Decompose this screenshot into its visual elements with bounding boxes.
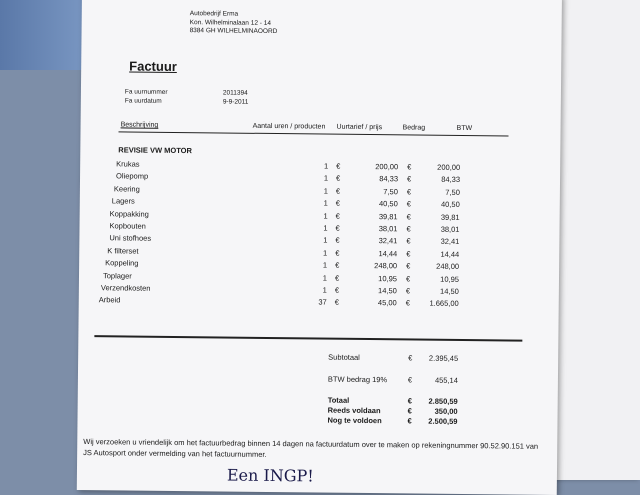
header-rule bbox=[119, 131, 509, 136]
due-label: Nog te voldoen bbox=[327, 415, 382, 426]
item-quantity: 1 bbox=[323, 161, 329, 171]
item-amount-currency: € bbox=[406, 174, 412, 184]
item-amount: 7,50 bbox=[445, 187, 460, 197]
item-amount-currency: € bbox=[405, 274, 411, 284]
subtotal-currency: € bbox=[408, 353, 413, 363]
total-value: 2.850,59 bbox=[428, 396, 458, 406]
item-description: Krukas bbox=[116, 159, 140, 169]
invoice-number: 2011394 bbox=[222, 89, 248, 97]
item-price-currency: € bbox=[334, 273, 340, 283]
column-description: Beschrijving bbox=[120, 121, 159, 129]
column-rate: Uurtarief / prijs bbox=[336, 123, 383, 132]
item-description: Kopbouten bbox=[109, 221, 146, 231]
item-amount: 84,33 bbox=[441, 175, 461, 185]
item-price: 39,81 bbox=[378, 211, 398, 221]
handwriting-bottom: Een INGP! bbox=[226, 465, 314, 486]
invoice-date-label: Fa uurdatum bbox=[124, 97, 162, 105]
payment-note-line1: Wij verzoeken u vriendelijk om het factuurbedrag binnen 14 dagen na factuurdatum over te maken op rekeningnummer 90.52.90.151 van bbox=[83, 437, 539, 451]
item-description: Koppeling bbox=[105, 258, 139, 268]
item-quantity: 1 bbox=[323, 173, 329, 183]
item-price: 40,50 bbox=[378, 199, 398, 209]
item-amount: 14,44 bbox=[440, 249, 460, 259]
invoice-number-label: Fa uurnummer bbox=[124, 88, 168, 96]
item-quantity: 1 bbox=[323, 235, 328, 245]
item-price: 84,33 bbox=[379, 174, 399, 184]
item-price: 14,50 bbox=[378, 286, 397, 296]
payment-note-line2: JS Autosport onder vermelding van het factuurnummer. bbox=[83, 448, 267, 459]
invoice-page bbox=[77, 0, 562, 495]
item-price-currency: € bbox=[336, 161, 341, 171]
item-price-currency: € bbox=[335, 186, 341, 196]
totals-rule bbox=[94, 335, 522, 341]
item-amount: 248,00 bbox=[436, 261, 460, 272]
item-quantity: 1 bbox=[323, 186, 328, 196]
item-price: 248,00 bbox=[374, 261, 398, 271]
paid-value: 350,00 bbox=[434, 406, 458, 416]
due-value: 2.500,59 bbox=[428, 416, 458, 426]
item-amount-currency: € bbox=[406, 187, 412, 197]
invoice-title: Factuur bbox=[129, 58, 177, 74]
column-vat: BTW bbox=[456, 124, 473, 133]
item-description: Verzendkosten bbox=[100, 283, 151, 293]
item-quantity: 1 bbox=[322, 273, 328, 283]
item-price: 38,01 bbox=[378, 224, 398, 234]
item-description: K filterset bbox=[107, 246, 139, 256]
item-description: Arbeid bbox=[98, 295, 121, 305]
item-quantity: 1 bbox=[322, 260, 328, 270]
item-quantity: 1 bbox=[323, 223, 328, 233]
item-price-currency: € bbox=[335, 248, 340, 258]
item-description: Uni stofhoes bbox=[109, 233, 152, 244]
total-label: Totaal bbox=[327, 395, 350, 405]
item-price-currency: € bbox=[335, 198, 340, 208]
column-amount: Bedrag bbox=[402, 124, 426, 132]
item-quantity: 37 bbox=[318, 297, 327, 307]
item-amount: 32,41 bbox=[440, 237, 460, 247]
item-amount: 200,00 bbox=[437, 162, 461, 172]
item-amount: 40,50 bbox=[440, 199, 460, 210]
item-amount-currency: € bbox=[406, 224, 411, 234]
item-price-currency: € bbox=[335, 211, 340, 221]
item-quantity: 1 bbox=[323, 211, 328, 221]
item-price-currency: € bbox=[335, 223, 340, 233]
item-price-currency: € bbox=[335, 236, 340, 246]
section-title: REVISIE VW MOTOR bbox=[118, 145, 192, 156]
item-amount: 39,81 bbox=[440, 212, 460, 222]
company-address: Kon. Wilhelminalaan 12 - 14 bbox=[189, 19, 271, 27]
item-amount-currency: € bbox=[405, 298, 410, 308]
company-name: Autobedrijf Erma bbox=[189, 10, 239, 18]
paid-currency: € bbox=[407, 406, 412, 416]
item-price-currency: € bbox=[334, 285, 340, 295]
column-hours: Aantal uren / producten bbox=[252, 122, 326, 131]
item-amount: 38,01 bbox=[440, 224, 460, 234]
item-amount-currency: € bbox=[406, 199, 411, 209]
due-currency: € bbox=[407, 416, 412, 426]
item-amount-currency: € bbox=[405, 286, 411, 296]
item-price-currency: € bbox=[335, 174, 341, 184]
vat-currency: € bbox=[407, 375, 413, 385]
item-description: Toplager bbox=[102, 270, 132, 281]
invoice-date: 9-9-2011 bbox=[222, 98, 249, 106]
paid-label: Reeds voldaan bbox=[327, 405, 381, 416]
item-quantity: 1 bbox=[323, 198, 328, 208]
total-currency: € bbox=[407, 396, 412, 406]
vat-label: BTW bedrag 19% bbox=[327, 374, 388, 385]
item-price-currency: € bbox=[334, 298, 339, 308]
item-description: Oliepomp bbox=[116, 171, 149, 182]
item-price: 14,44 bbox=[378, 248, 398, 259]
item-amount-currency: € bbox=[406, 236, 411, 246]
item-amount-currency: € bbox=[406, 212, 411, 222]
item-price: 32,41 bbox=[378, 236, 398, 246]
item-description: Koppakking bbox=[109, 208, 149, 219]
item-amount: 1.665,00 bbox=[429, 299, 459, 309]
subtotal-value: 2.395,45 bbox=[428, 353, 459, 363]
item-description: Keering bbox=[113, 184, 140, 194]
item-price: 200,00 bbox=[375, 162, 399, 172]
item-price-currency: € bbox=[335, 260, 340, 270]
item-quantity: 1 bbox=[322, 285, 327, 295]
item-quantity: 1 bbox=[323, 248, 328, 258]
item-amount-currency: € bbox=[406, 261, 411, 271]
item-amount: 14,50 bbox=[440, 286, 459, 296]
item-amount: 10,95 bbox=[440, 274, 460, 284]
item-price: 10,95 bbox=[378, 273, 398, 283]
item-amount-currency: € bbox=[406, 249, 411, 259]
item-amount-currency: € bbox=[407, 162, 412, 172]
item-description: Lagers bbox=[111, 196, 135, 206]
subtotal-label: Subtotaal bbox=[328, 352, 360, 362]
company-city: 8384 GH WILHELMINAOORD bbox=[189, 27, 278, 36]
item-price: 45,00 bbox=[377, 298, 397, 308]
vat-value: 455,14 bbox=[434, 375, 458, 385]
item-price: 7,50 bbox=[383, 186, 398, 197]
